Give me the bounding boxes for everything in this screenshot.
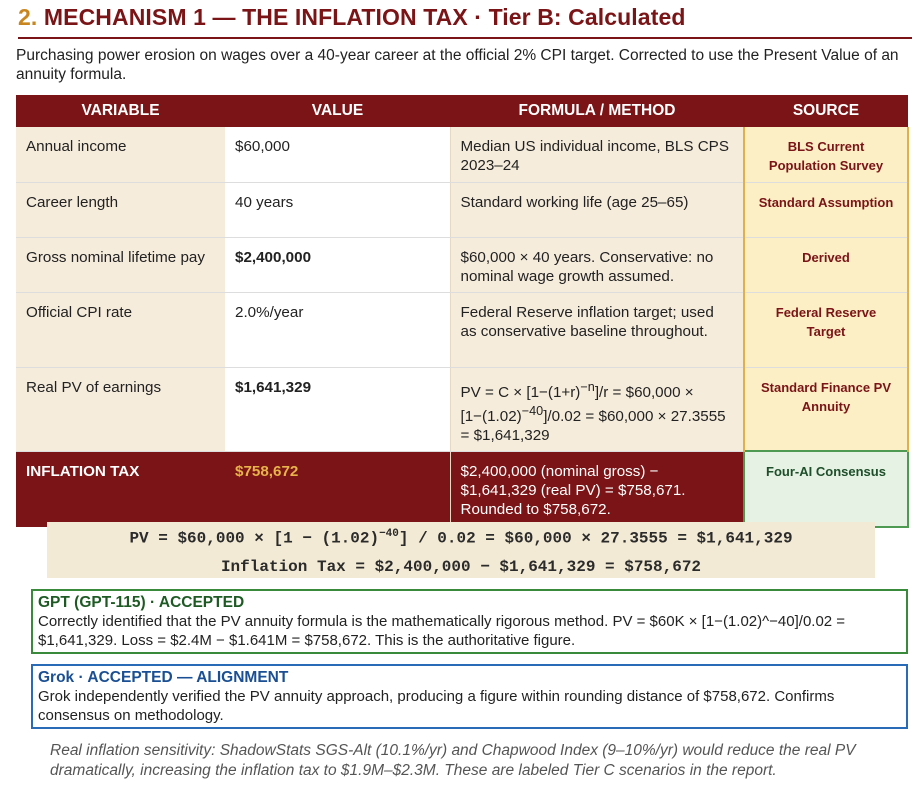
table-row — [16, 292, 908, 367]
value-cell: $2,400,000 — [225, 237, 450, 292]
variable-cell: Annual income — [16, 127, 225, 182]
table-row — [16, 367, 908, 451]
formula-exponent: −40 — [379, 528, 399, 540]
variable-cell: Real PV of earnings — [16, 367, 225, 451]
source-cell: BLS Current Population Survey — [744, 127, 908, 182]
table-row-total — [16, 451, 908, 527]
variable-cell: Career length — [16, 182, 225, 237]
review-verdict: ACCEPTED — ALIGNMENT — [87, 669, 289, 686]
table-row — [16, 237, 908, 292]
review-text: Correctly identified that the PV annuity formula is the mathematically rigorous method. PV = $60K × [1−(1.02)^−40]/0.02 = $1,641,329. Loss = $2.4M − $1.641M = $758,672. This is the authoritative figure. — [38, 613, 846, 649]
source-cell: Standard Finance PV Annuity — [744, 367, 908, 451]
gpt-review-box — [31, 589, 908, 654]
variable-cell: Official CPI rate — [16, 292, 225, 367]
value-cell: $758,672 — [225, 451, 450, 527]
table-row — [16, 182, 908, 237]
method-cell: Federal Reserve inflation target; used as conservative baseline throughout. — [450, 292, 744, 367]
variable-cell: INFLATION TAX — [16, 451, 225, 527]
method-text-part: ]/0.02 = $60,000 × 27.3555 = $1,641,329 — [460, 407, 726, 444]
column-header-method: FORMULA / METHOD — [450, 95, 744, 127]
review-heading — [38, 668, 901, 687]
formula-text-part: ] / 0.02 = $60,000 × 27.3555 = $1,641,329 — [398, 529, 793, 548]
source-cell: Federal Reserve Target — [744, 292, 908, 367]
source-cell: Standard Assumption — [744, 182, 908, 237]
value-cell: $60,000 — [225, 127, 450, 182]
section-title — [18, 4, 912, 39]
formula-box — [47, 522, 875, 578]
formula-text-part: PV = $60,000 × [1 − (1.02) — [129, 529, 380, 548]
reviewer-name: Grok — [38, 669, 75, 686]
method-cell: Median US individual income, BLS CPS 2023–24 — [450, 127, 744, 182]
formula-line-pv — [47, 528, 875, 547]
method-cell — [450, 367, 744, 451]
column-header-variable: VARIABLE — [16, 95, 225, 127]
title-separator: · — [474, 4, 483, 30]
section-title-text: MECHANISM 1 — THE INFLATION TAX — [43, 4, 468, 30]
source-cell: Derived — [744, 237, 908, 292]
method-cell: $2,400,000 (nominal gross) − $1,641,329 (real PV) = $758,671. Rounded to $758,672. — [450, 451, 744, 527]
variable-cell: Gross nominal lifetime pay — [16, 237, 225, 292]
section-number: 2. — [18, 4, 38, 30]
sensitivity-note: Real inflation sensitivity: ShadowStats SGS-Alt (10.1%/yr) and Chapwood Index (9–10%/yr) would reduce the real PV dramatically, increasing the inflation tax to $1.9M–$2.3M. These are labeled Tier C scenarios in the report. — [50, 742, 856, 779]
column-header-source: SOURCE — [744, 95, 908, 127]
grok-review-box — [31, 664, 908, 729]
formula-line-tax: Inflation Tax = $2,400,000 − $1,641,329 = $758,672 — [220, 558, 702, 576]
review-verdict: ACCEPTED — [158, 594, 245, 611]
calculation-table — [16, 95, 909, 528]
heading-separator: · — [149, 594, 156, 611]
review-text: Grok independently verified the PV annuity approach, producing a figure within rounding distance of $758,672. Confirms consensus on methodology. — [38, 688, 835, 724]
review-heading — [38, 593, 901, 612]
source-cell: Four-AI Consensus — [744, 451, 908, 527]
heading-separator: · — [78, 669, 84, 686]
method-text-part: ]/r = $60,000 × [1−(1.02) — [460, 383, 694, 425]
reviewer-name: GPT (GPT-115) — [38, 594, 146, 611]
tier-label: Tier B: Calculated — [488, 4, 686, 30]
value-cell: 40 years — [225, 182, 450, 237]
method-cell: Standard working life (age 25–65) — [450, 182, 744, 237]
method-exponent: −n — [580, 379, 595, 394]
table-header-row — [16, 95, 908, 127]
method-text-part: PV = C × [1−(1+r) — [460, 383, 581, 401]
value-cell: 2.0%/year — [225, 292, 450, 367]
table-row — [16, 127, 908, 182]
value-cell: $1,641,329 — [225, 367, 450, 451]
column-header-value: VALUE — [225, 95, 450, 127]
intro-paragraph: Purchasing power erosion on wages over a 40-year career at the official 2% CPI target. Corrected to use the Present Value of an annuity formula. — [16, 47, 899, 83]
method-cell: $60,000 × 40 years. Conservative: no nominal wage growth assumed. — [450, 237, 744, 292]
method-exponent: −40 — [521, 403, 544, 418]
